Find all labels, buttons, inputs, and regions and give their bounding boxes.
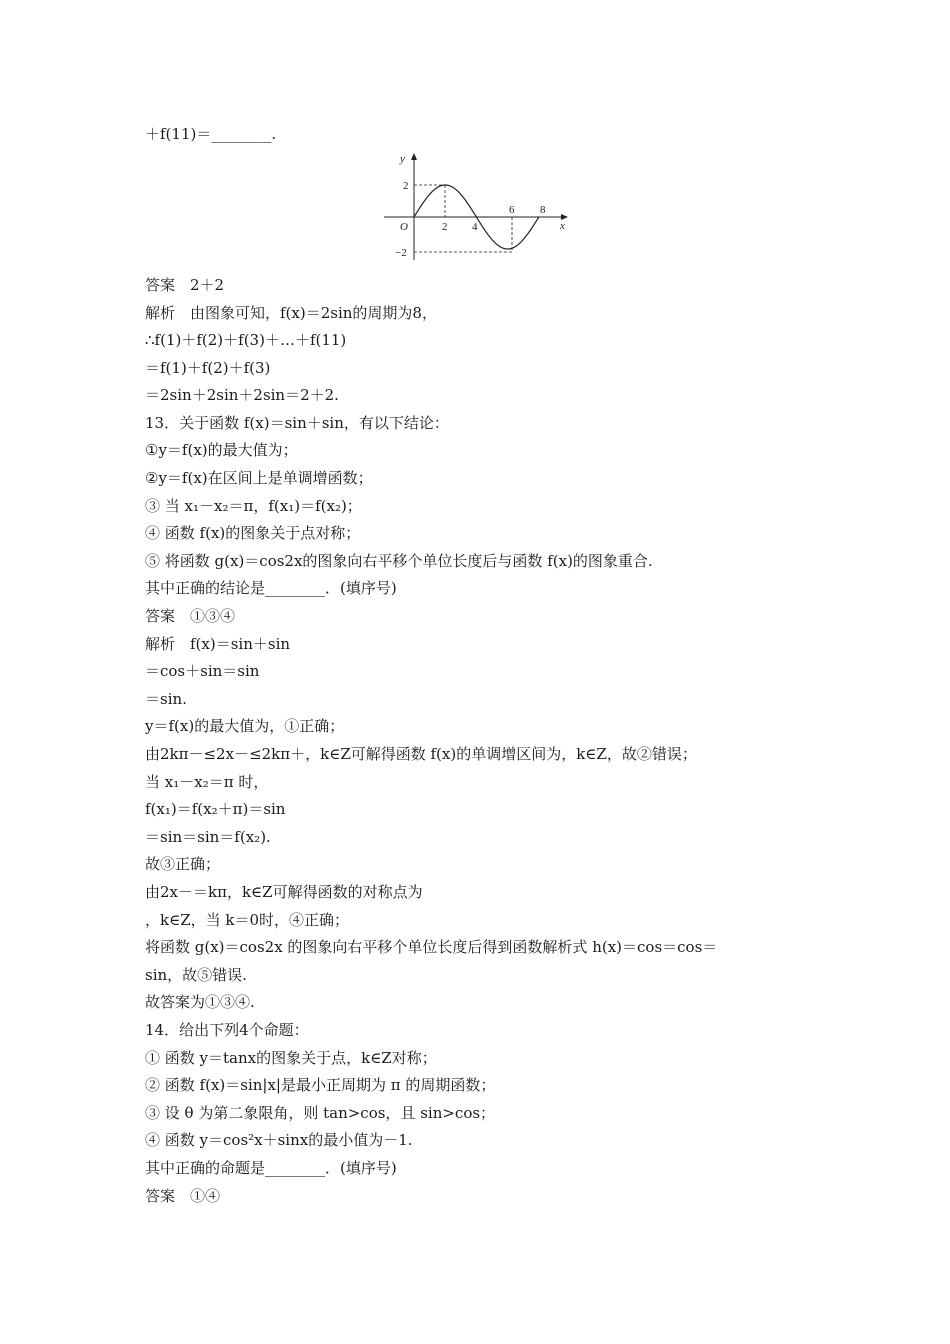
y-axis-arrow: [411, 153, 417, 160]
text-line: ③ 当 x₁－x₂＝π，f(x₁)＝f(x₂)；: [145, 497, 362, 515]
text-line: y＝f(x)的最大值为，①正确；: [145, 717, 345, 735]
text-line: ①y＝f(x)的最大值为；: [145, 441, 298, 459]
text-line: ＝sin＝sin＝f(x₂).: [145, 828, 271, 846]
text-line: ＝2sin＋2sin＋2sin＝2＋2.: [145, 386, 339, 404]
text-line: 由2x－＝kπ，k∈Z可解得函数的对称点为: [145, 883, 423, 901]
answer-line: 答案 ①③④: [145, 607, 236, 625]
text-line: 将函数 g(x)＝cos2x 的图象向右平移个单位长度后得到函数解析式 h(x)＝cos＝cos＝: [145, 938, 718, 956]
text-line: ②y＝f(x)在区间上是单调增函数；: [145, 469, 373, 487]
x-axis-label: x: [560, 220, 565, 232]
text-line: 其中正确的命题是________．(填序号): [145, 1159, 397, 1177]
y-tick-label: −2: [395, 247, 407, 259]
text-line: ④ 函数 y＝cos²x＋sinx的最小值为－1.: [145, 1131, 413, 1149]
y-axis-label: y: [400, 153, 405, 165]
text-line: 解析 由图象可知，f(x)＝2sin的周期为8，: [145, 304, 437, 322]
text-line: ＝cos＋sin＝sin: [145, 662, 260, 680]
text-line: ④ 函数 f(x)的图象关于点对称；: [145, 524, 361, 542]
sine-graph: [378, 148, 578, 266]
text-line: ∴f(1)＋f(2)＋f(3)＋…＋f(11): [145, 331, 347, 349]
x-tick-label: 6: [509, 204, 515, 216]
text-line: ① 函数 y＝tanx的图象关于点，k∈Z对称；: [145, 1049, 437, 1067]
text-line: 当 x₁－x₂＝π 时，: [145, 773, 269, 791]
text-line: ，k∈Z，当 k＝0时，④正确；: [145, 911, 350, 929]
x-tick-label: 4: [472, 221, 478, 233]
question-line: 14．给出下列4个命题：: [145, 1021, 309, 1039]
question-line: 13．关于函数 f(x)＝sin＋sin，有以下结论：: [145, 414, 449, 432]
x-tick-label: 8: [540, 204, 546, 216]
text-line: ③ 设 θ 为第二象限角，则 tan>cos，且 sin>cos；: [145, 1104, 496, 1122]
y-tick-label: 2: [403, 180, 409, 192]
text-line: ＝sin.: [145, 690, 187, 708]
text-line: ② 函数 f(x)＝sin|x|是最小正周期为 π 的周期函数；: [145, 1076, 496, 1094]
text-line: ＝f(1)＋f(2)＋f(3): [145, 359, 271, 377]
text-line: 由2kπ－≤2x－≤2kπ＋，k∈Z可解得函数 f(x)的单调增区间为，k∈Z，故②错误；: [145, 745, 697, 763]
text-line: sin，故⑤错误.: [145, 966, 247, 984]
answer-line: 答案 2＋2: [145, 276, 225, 294]
text-line: ⑤ 将函数 g(x)＝cos2x的图象向右平移个单位长度后与函数 f(x)的图象重合.: [145, 552, 653, 570]
text-line: 其中正确的结论是________．(填序号): [145, 579, 397, 597]
x-tick-label: 2: [442, 221, 448, 233]
origin-label: O: [400, 221, 408, 233]
answer-line: 答案 ①④: [145, 1187, 221, 1205]
text-line: ＋f(11)＝________.: [145, 125, 277, 143]
text-line: f(x₁)＝f(x₂＋π)＝sin: [145, 800, 286, 818]
text-line: 解析 f(x)＝sin＋sin: [145, 635, 291, 653]
text-line: 故答案为①③④.: [145, 993, 255, 1011]
text-line: 故③正确；: [145, 855, 221, 873]
